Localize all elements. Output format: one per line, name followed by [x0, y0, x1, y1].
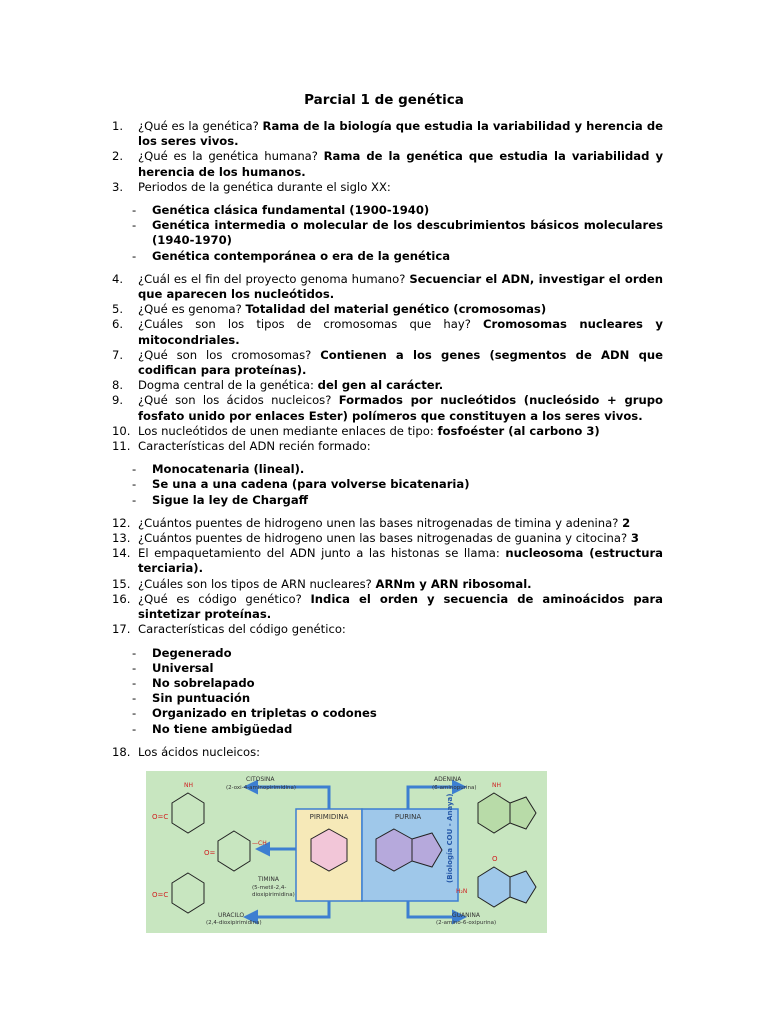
- svg-text:O: O: [492, 855, 498, 863]
- question-text: ¿Cuántos puentes de hidrogeno unen las bases nitrogenadas de timina y adenina?: [138, 515, 623, 530]
- answer-text: Rama de la biología que estudia la variabilidad y herencia de los seres vivos.: [138, 119, 663, 149]
- answer-text: nucleosoma (estructura terciaria).: [138, 546, 664, 576]
- citosina-label: CITOSINA: [246, 776, 275, 783]
- item-number: 18.: [112, 744, 131, 759]
- answer-text: Totalidad del material genético (cromosomas): [245, 302, 547, 317]
- question-text: ¿Cuáles son los tipos de ARN nucleares?: [138, 576, 376, 591]
- question-text: Los ácidos nucleicos:: [138, 744, 261, 759]
- list-item: [112, 622, 663, 637]
- question-text: ¿Qué es la genética?: [138, 119, 263, 133]
- item-number: 5.: [112, 302, 124, 317]
- svg-text:NH: NH: [184, 782, 193, 789]
- sublist-item: - Sin puntuación: [132, 691, 251, 706]
- list-item: [112, 439, 663, 454]
- sublist-item: - Genética clásica fundamental (1900-1940): [132, 203, 430, 218]
- answer-text: 2: [622, 515, 631, 530]
- list-item: [112, 424, 663, 439]
- list-item: [112, 393, 663, 423]
- answer-text: Rama de la genética que estudia la variabilidad y herencia de los humanos.: [138, 149, 663, 179]
- question-text: Dogma central de la genética:: [138, 378, 318, 393]
- svg-text:NH: NH: [492, 782, 501, 789]
- sublist-item: - Degenerado: [132, 645, 232, 660]
- list-item: [112, 745, 663, 760]
- item-number: 2.: [112, 149, 124, 164]
- uracilo-label: URACILO: [218, 912, 245, 919]
- answer-text: del gen al carácter.: [317, 378, 444, 393]
- uracilo-sub: (2,4-dioxipirimidina): [206, 920, 262, 926]
- list-item: [112, 302, 663, 317]
- timina-label: TIMINA: [258, 876, 279, 883]
- question-text: ¿Cuántos puentes de hidrogeno unen las bases nitrogenadas de guanina y citocina?: [138, 531, 631, 546]
- list-item: [112, 317, 663, 347]
- sublist-item: - Organizado en tripletas o codones: [132, 706, 377, 721]
- sublist-periods: [112, 203, 663, 264]
- sublist-item: - Genética contemporánea o era de la genética: [132, 248, 451, 263]
- list-item: [112, 119, 663, 149]
- item-number: 10.: [112, 423, 131, 438]
- sublist-adn: [112, 462, 663, 508]
- timina-sub2: dioxipirimidina): [252, 892, 295, 898]
- list-item: [112, 546, 663, 576]
- question-text: ¿Cuáles son los tipos de cromosomas que hay?: [138, 317, 484, 332]
- credit-text: (Biología COU - Anaya): [446, 793, 454, 883]
- item-number: 12.: [112, 515, 131, 530]
- adenina-sub: (6-aminopurina): [432, 785, 477, 791]
- question-list: [112, 119, 663, 760]
- sublist-item: - Sigue la ley de Chargaff: [132, 492, 309, 507]
- question-text: ¿Qué es la genética humana?: [138, 149, 324, 164]
- list-item: [112, 272, 663, 302]
- citosina-sub: (2-oxi-4-aminopirimidina): [226, 785, 297, 791]
- list-item: [112, 577, 663, 592]
- item-number: 7.: [112, 347, 124, 362]
- timina-sub1: (5-metil-2,4-: [252, 885, 287, 891]
- question-text: Periodos de la genética durante el siglo XX:: [138, 179, 391, 194]
- question-text: ¿Qué son los cromosomas?: [138, 347, 321, 362]
- item-number: 11.: [112, 439, 131, 454]
- item-number: 3.: [112, 179, 124, 194]
- sublist-item: - Genética intermedia o molecular de los descubrimientos básicos moleculares (1940-1970): [132, 218, 663, 248]
- item-number: 16.: [112, 591, 131, 606]
- sublist-codigo: [112, 646, 663, 737]
- item-number: 17.: [112, 622, 131, 637]
- page-title: Parcial 1 de genética: [304, 92, 464, 108]
- guanina-sub: (2-amino-6-oxipurina): [436, 920, 497, 926]
- list-item: [112, 378, 663, 393]
- svg-text:—CH: —CH: [252, 840, 267, 847]
- item-number: 15.: [112, 576, 131, 591]
- item-number: 6.: [112, 317, 124, 332]
- answer-text: Secuenciar el ADN, investigar el orden que aparecen los nucleótidos.: [138, 271, 663, 302]
- list-item: [112, 149, 663, 179]
- question-text: ¿Cuál es el fin del proyecto genoma humano?: [138, 271, 410, 286]
- answer-text: Indica el orden y secuencia de aminoácidos para sintetizar proteínas.: [138, 591, 664, 622]
- item-number: 13.: [112, 531, 131, 546]
- answer-text: fosfoéster (al carbono 3): [437, 423, 600, 438]
- svg-text:O=C: O=C: [152, 813, 169, 821]
- item-number: 4.: [112, 271, 124, 286]
- sublist-item: - Monocatenaria (lineal).: [132, 462, 305, 477]
- question-text: Características del código genético:: [138, 622, 346, 637]
- list-item: [112, 516, 663, 531]
- sublist-item: - Se una a una cadena (para volverse bicatenaria): [132, 477, 470, 492]
- svg-text:H₂N: H₂N: [456, 888, 468, 895]
- question-text: ¿Qué son los ácidos nucleicos?: [138, 393, 339, 408]
- answer-text: Cromosomas nucleares y mitocondriales.: [138, 317, 663, 347]
- sublist-item: - No sobrelapado: [132, 675, 255, 690]
- question-text: Los nucleótidos de unen mediante enlaces de tipo:: [138, 423, 438, 438]
- answer-text: 3: [630, 531, 639, 546]
- list-item: [112, 180, 663, 195]
- svg-text:O=: O=: [204, 849, 216, 857]
- purina-label: PURINA: [394, 813, 422, 821]
- question-text: Características del ADN recién formado:: [138, 439, 371, 454]
- adenina-label: ADENINA: [434, 776, 462, 783]
- svg-text:O=C: O=C: [152, 891, 169, 899]
- guanina-label: GUANINA: [452, 912, 480, 919]
- question-text: El empaquetamiento del ADN junto a las histonas se llama:: [138, 546, 506, 561]
- list-item: [112, 531, 663, 546]
- answer-text: Formados por nucleótidos (nucleósido + grupo fosfato unido por enlaces Ester) polímeros que constituyen a los seres vivos.: [138, 393, 663, 423]
- list-item: [112, 592, 663, 622]
- item-number: 8.: [112, 378, 124, 393]
- sublist-item: - Universal: [132, 660, 214, 675]
- nucleic-bases-diagram: [146, 771, 547, 933]
- answer-text: Contienen a los genes (segmentos de ADN que codifican para proteínas).: [138, 347, 664, 378]
- pirimidina-label: PIRIMIDINA: [309, 813, 349, 821]
- item-number: 9.: [112, 393, 124, 408]
- list-item: [112, 348, 663, 378]
- item-number: 1.: [112, 119, 124, 133]
- question-text: ¿Qué es código genético?: [138, 591, 311, 606]
- answer-text: ARNm y ARN ribosomal.: [375, 576, 532, 591]
- sublist-item: - No tiene ambigüedad: [132, 721, 293, 736]
- question-text: ¿Qué es genoma?: [138, 302, 246, 317]
- item-number: 14.: [112, 546, 131, 561]
